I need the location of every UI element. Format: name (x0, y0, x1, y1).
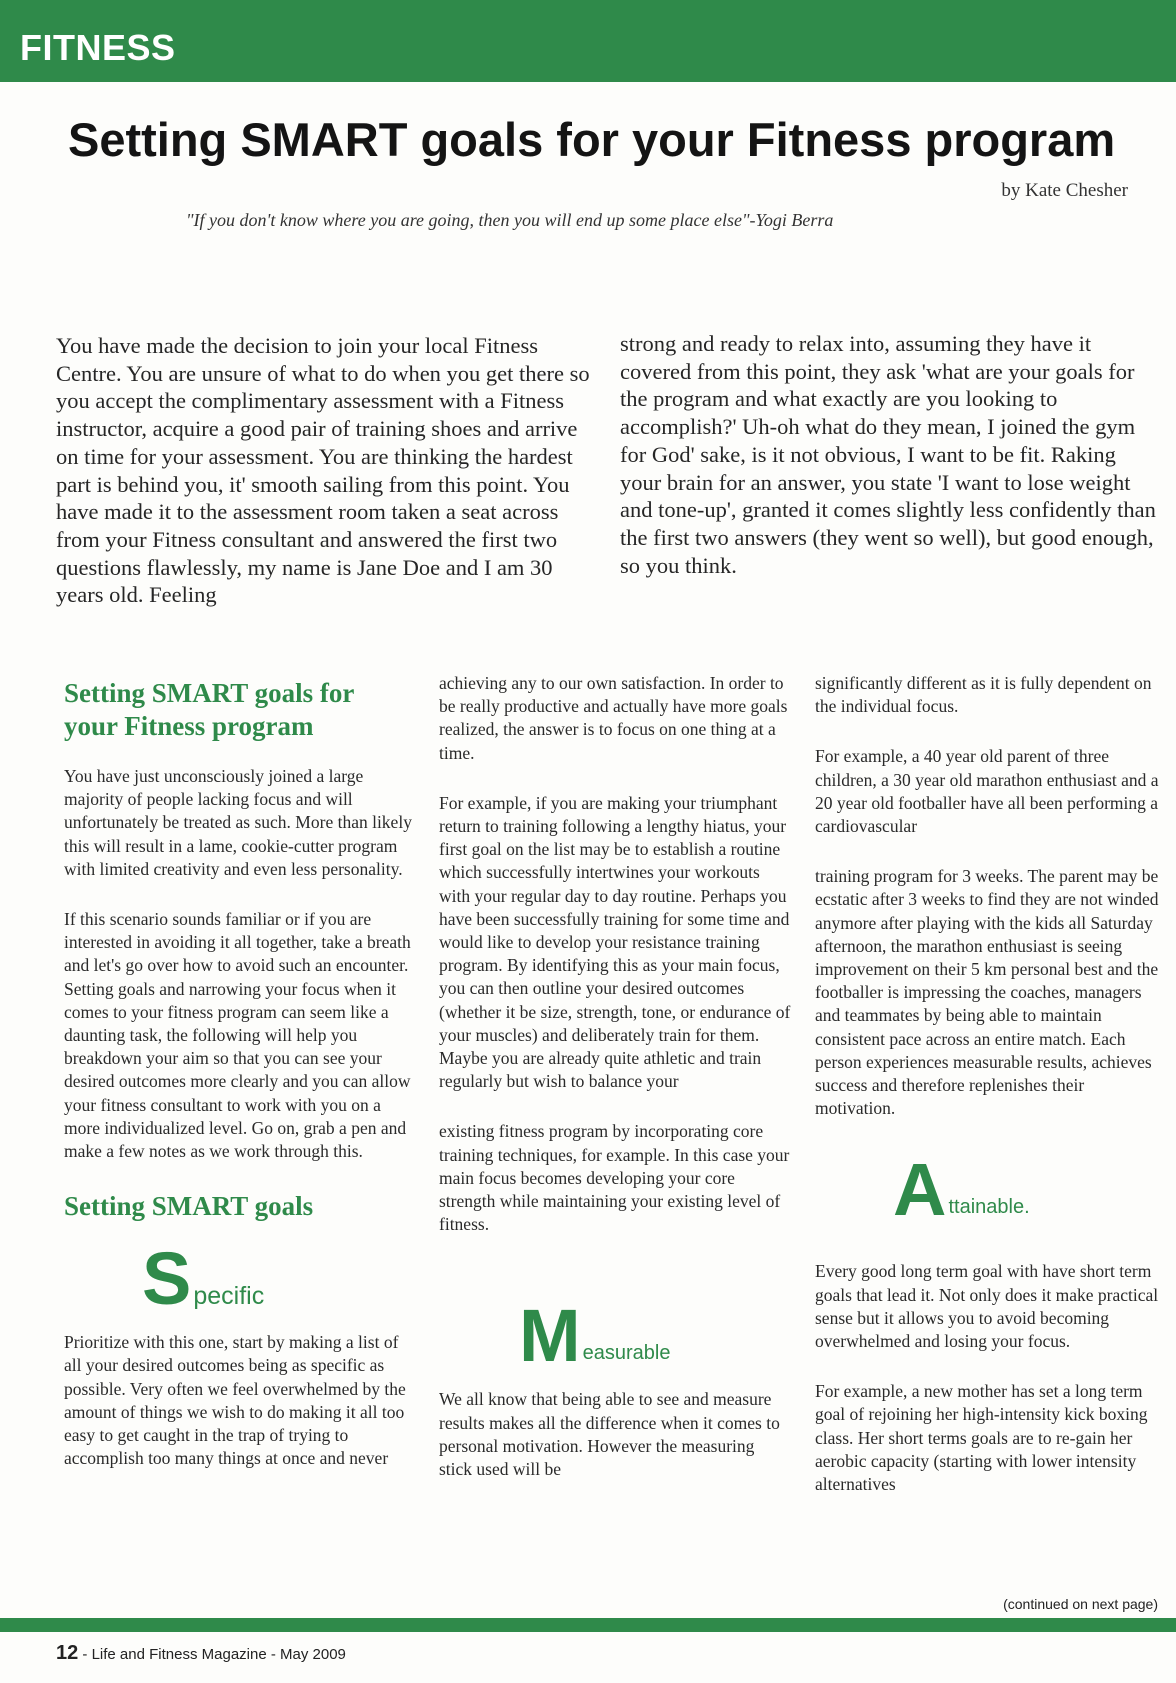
section-banner (0, 0, 1176, 82)
column-2 (439, 672, 791, 1508)
heading-word: ttainable. (948, 1196, 1030, 1219)
section-label: FITNESS (20, 27, 176, 68)
specific-heading (142, 1237, 412, 1321)
publication-info: - Life and Fitness Magazine - May 2009 (82, 1646, 346, 1663)
section-heading: Setting SMART goals for your Fitness program (64, 678, 354, 741)
measurable-heading (519, 1294, 791, 1378)
heading-word: easurable (582, 1342, 671, 1365)
section-heading: Setting SMART goals (64, 1191, 314, 1222)
body-paragraph: significantly different as it is fully dependent on the individual focus. (815, 673, 1152, 717)
page-footer (56, 1642, 346, 1665)
intro-paragraph: strong and ready to relax into, assuming they have it covered from this point, they ask 'what are your goals for the program and what exactly are you looking to accomplish?' Uh-oh what do they mean, I joined the gym for God' sake, is it not obvious, I want to be fit. Raking your brain for an answer, you state 'I want to lose weight and tone-up', granted it comes slightly less confidently than the first two answers (they went so well), but good enough, so you think. (620, 331, 1156, 578)
intro-right (620, 330, 1160, 579)
body-paragraph: Maybe you are already quite athletic and train regularly but wish to balance your (439, 1048, 762, 1092)
body-paragraph: achieving any to our own satisfaction. In order to be really productive and actually have more goals realized, the answer is to focus on one thing at a time. (439, 673, 788, 763)
drop-letter: M (519, 1294, 581, 1378)
attainable-heading (893, 1148, 1160, 1232)
epigraph-quote: "If you don't know where you are going, then you will end up some place else"-Yogi Berra (186, 210, 834, 230)
body-paragraph: Every good long term goal with have short term goals that lead it. Not only does it make practical sense but it allows you to avoid becoming overwhelmed and losing your focus. (815, 1261, 1159, 1352)
body-paragraph: For example, a new mother has set a long term goal of rejoining her high-intensity kick boxing class. Her short terms goals are to re-gain her aerobic capacity (starting with lower intensity alternatives (815, 1381, 1148, 1495)
footer-rule (0, 1618, 1176, 1632)
column-3 (815, 672, 1160, 1523)
page-number: 12 (56, 1642, 79, 1664)
body-paragraph: For example, if you are making your triumphant return to training following a lengthy hiatus, your first goal on the list may be to establish a routine which successfully intertwines your workouts with your regular day to day routine. Perhaps you have been successfully training for some time and would like to develop your resistance training program. By identifying this as your main focus, you can then outline your desired outcomes (whether it be size, strength, tone, or endurance of your muscles) and deliberately train for them. (439, 792, 791, 1045)
article-title: Setting SMART goals for your Fitness program (68, 113, 1116, 166)
body-paragraph: If this scenario sounds familiar or if you are interested in avoiding it all together, take a breath and let's go over how to avoid such an encounter. Setting goals and narrowing your focus when it comes to your fitness program can seem like a daunting task, the following will help you breakdown your aim so that you can see your desired outcomes more clearly and you can allow your fitness consultant to work with you on a more individualized level. Go on, grab a pen and make a few notes as we work through this. (64, 909, 411, 1162)
body-paragraph: You have just unconsciously joined a large majority of people lacking focus and will unfortunately be treated as such. More than likely this will result in a lame, cookie-cutter program with limited creativity and even less personality. (64, 766, 412, 879)
intro-paragraph: You have made the decision to join your local Fitness Centre. You are unsure of what to do when you get there so you accept the complimentary assessment with a Fitness instructor, acquire a good pair of training shoes and arrive on time for your assessment. You are thinking the hardest part is behind you, it' smooth sailing from this point. You have made it to the assessment room taken a seat across from your Fitness consultant and answered the first two questions flawlessly, my name is Jane Doe and I am 30 years old. Feeling (56, 333, 590, 608)
drop-letter: A (893, 1148, 947, 1232)
drop-letter: S (142, 1237, 192, 1321)
body-paragraph: Prioritize with this one, start by making a list of all your desired outcomes being as specific as possible. Very often we feel overwhelmed by the amount of things we wish to do making it all too easy to get caught in the trap of trying to accomplish too many things at once and never (64, 1332, 406, 1469)
heading-word: pecific (193, 1282, 265, 1311)
body-paragraph: We all know that being able to see and measure results makes all the difference when it comes to personal motivation. However the measuring stick used will be (439, 1389, 780, 1480)
intro-left (56, 332, 596, 609)
body-paragraph: For example, a 40 year old parent of three children, a 30 year old marathon enthusiast and a 20 year old footballer have all been performing a cardiovascular (815, 746, 1159, 837)
body-paragraph: existing fitness program by incorporating core training techniques, for example. In this case your main focus becomes developing your core strength while maintaining your existing level of fitness. (439, 1121, 790, 1235)
continued-note: (continued on next page) (1003, 1596, 1158, 1612)
body-paragraph: training program for 3 weeks. The parent may be ecstatic after 3 weeks to find they are not winded anymore after playing with the kids all Saturday afternoon, the marathon enthusiast is seeing improvement on their 5 km personal best and the footballer is impressing the coaches, managers and teammates by being able to maintain consistent pace across an entire match. Each person experiences measurable results, achieves success and therefore replenishes their motivation. (815, 866, 1159, 1119)
column-1 (64, 672, 412, 1497)
byline: by Kate Chesher (1001, 180, 1128, 201)
